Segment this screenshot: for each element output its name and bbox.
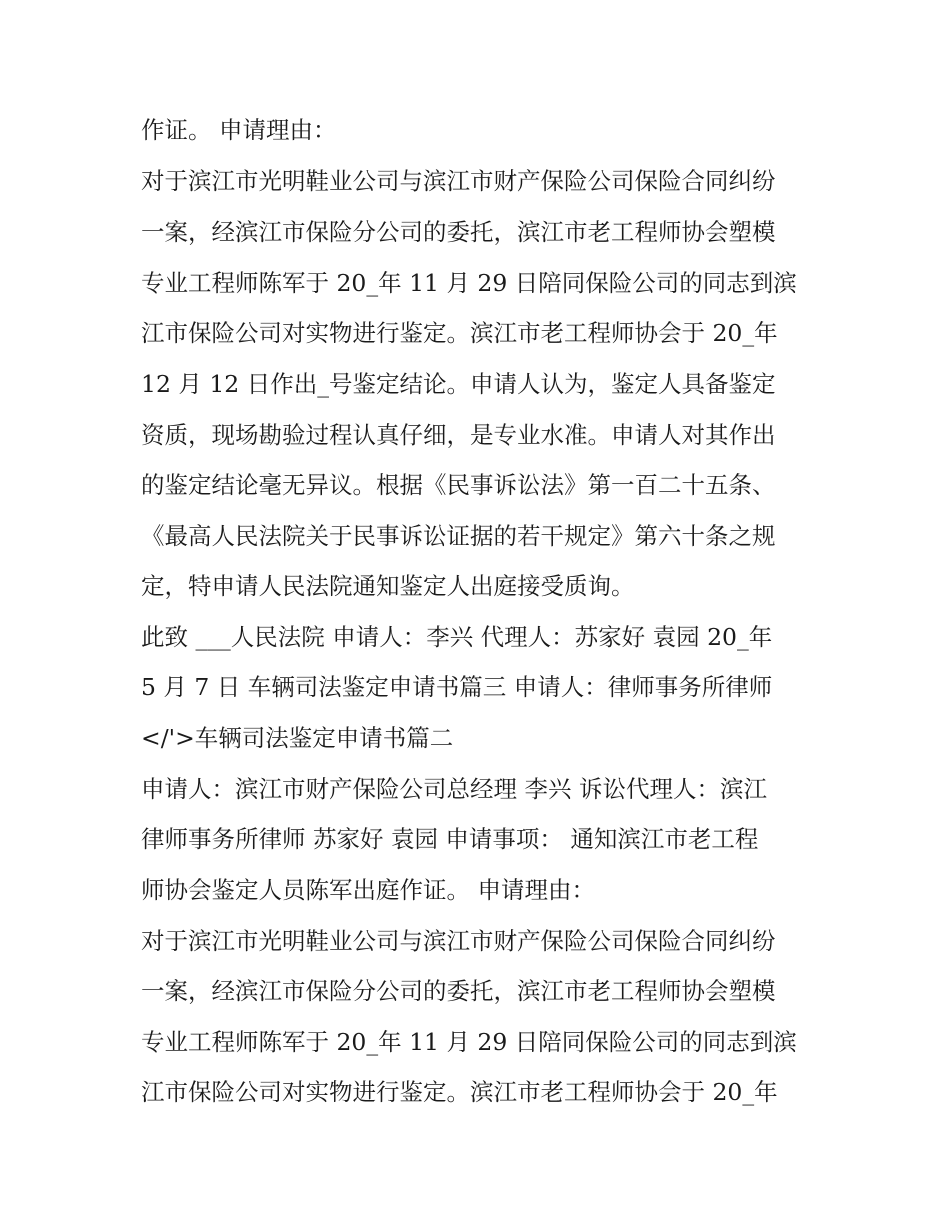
- text-line: 《最高人民法院关于民事诉讼证据的若干规定》第六十条之规: [141, 522, 776, 550]
- text-line: 作证。 申请理由：: [141, 116, 337, 144]
- text-line: 对于滨江市光明鞋业公司与滨江市财产保险公司保险合同纠纷: [141, 927, 776, 955]
- text-line: 的鉴定结论毫无异议。根据《民事诉讼法》第一百二十五条、: [141, 471, 776, 499]
- text-line: 12 月 12 日作出_号鉴定结论。申请人认为，鉴定人具备鉴定: [141, 370, 776, 398]
- text-line: 江市保险公司对实物进行鉴定。滨江市老工程师协会于 20_年: [141, 319, 778, 347]
- text-line: 此致 ___人民法院 申请人：李兴 代理人：苏家好 袁园 20_年: [141, 623, 773, 651]
- text-line: 对于滨江市光明鞋业公司与滨江市财产保险公司保险合同纠纷: [141, 167, 776, 195]
- text-line: 专业工程师陈军于 20_年 11 月 29 日陪同保险公司的同志到滨: [141, 1028, 797, 1056]
- text-line: 资质，现场勘验过程认真仔细，是专业水准。申请人对其作出: [141, 421, 776, 449]
- text-line: 一案，经滨江市保险分公司的委托，滨江市老工程师协会塑模: [141, 218, 776, 246]
- text-line: 申请人：滨江市财产保险公司总经理 李兴 诉讼代理人：滨江: [141, 775, 767, 803]
- text-line: 师协会鉴定人员陈军出庭作证。 申请理由：: [141, 876, 595, 904]
- text-line: 一案，经滨江市保险分公司的委托，滨江市老工程师协会塑模: [141, 977, 776, 1005]
- text-line: 专业工程师陈军于 20_年 11 月 29 日陪同保险公司的同志到滨: [141, 269, 797, 297]
- text-line: 江市保险公司对实物进行鉴定。滨江市老工程师协会于 20_年: [141, 1078, 778, 1106]
- text-line: 5 月 7 日 车辆司法鉴定申请书篇三 申请人：律师事务所律师: [141, 673, 773, 701]
- text-line: </'>车辆司法鉴定申请书篇二: [141, 724, 454, 752]
- text-line: 定，特申请人民法院通知鉴定人出庭接受质询。: [141, 572, 635, 600]
- text-line: 律师事务所律师 苏家好 袁园 申请事项： 通知滨江市老工程: [141, 825, 759, 853]
